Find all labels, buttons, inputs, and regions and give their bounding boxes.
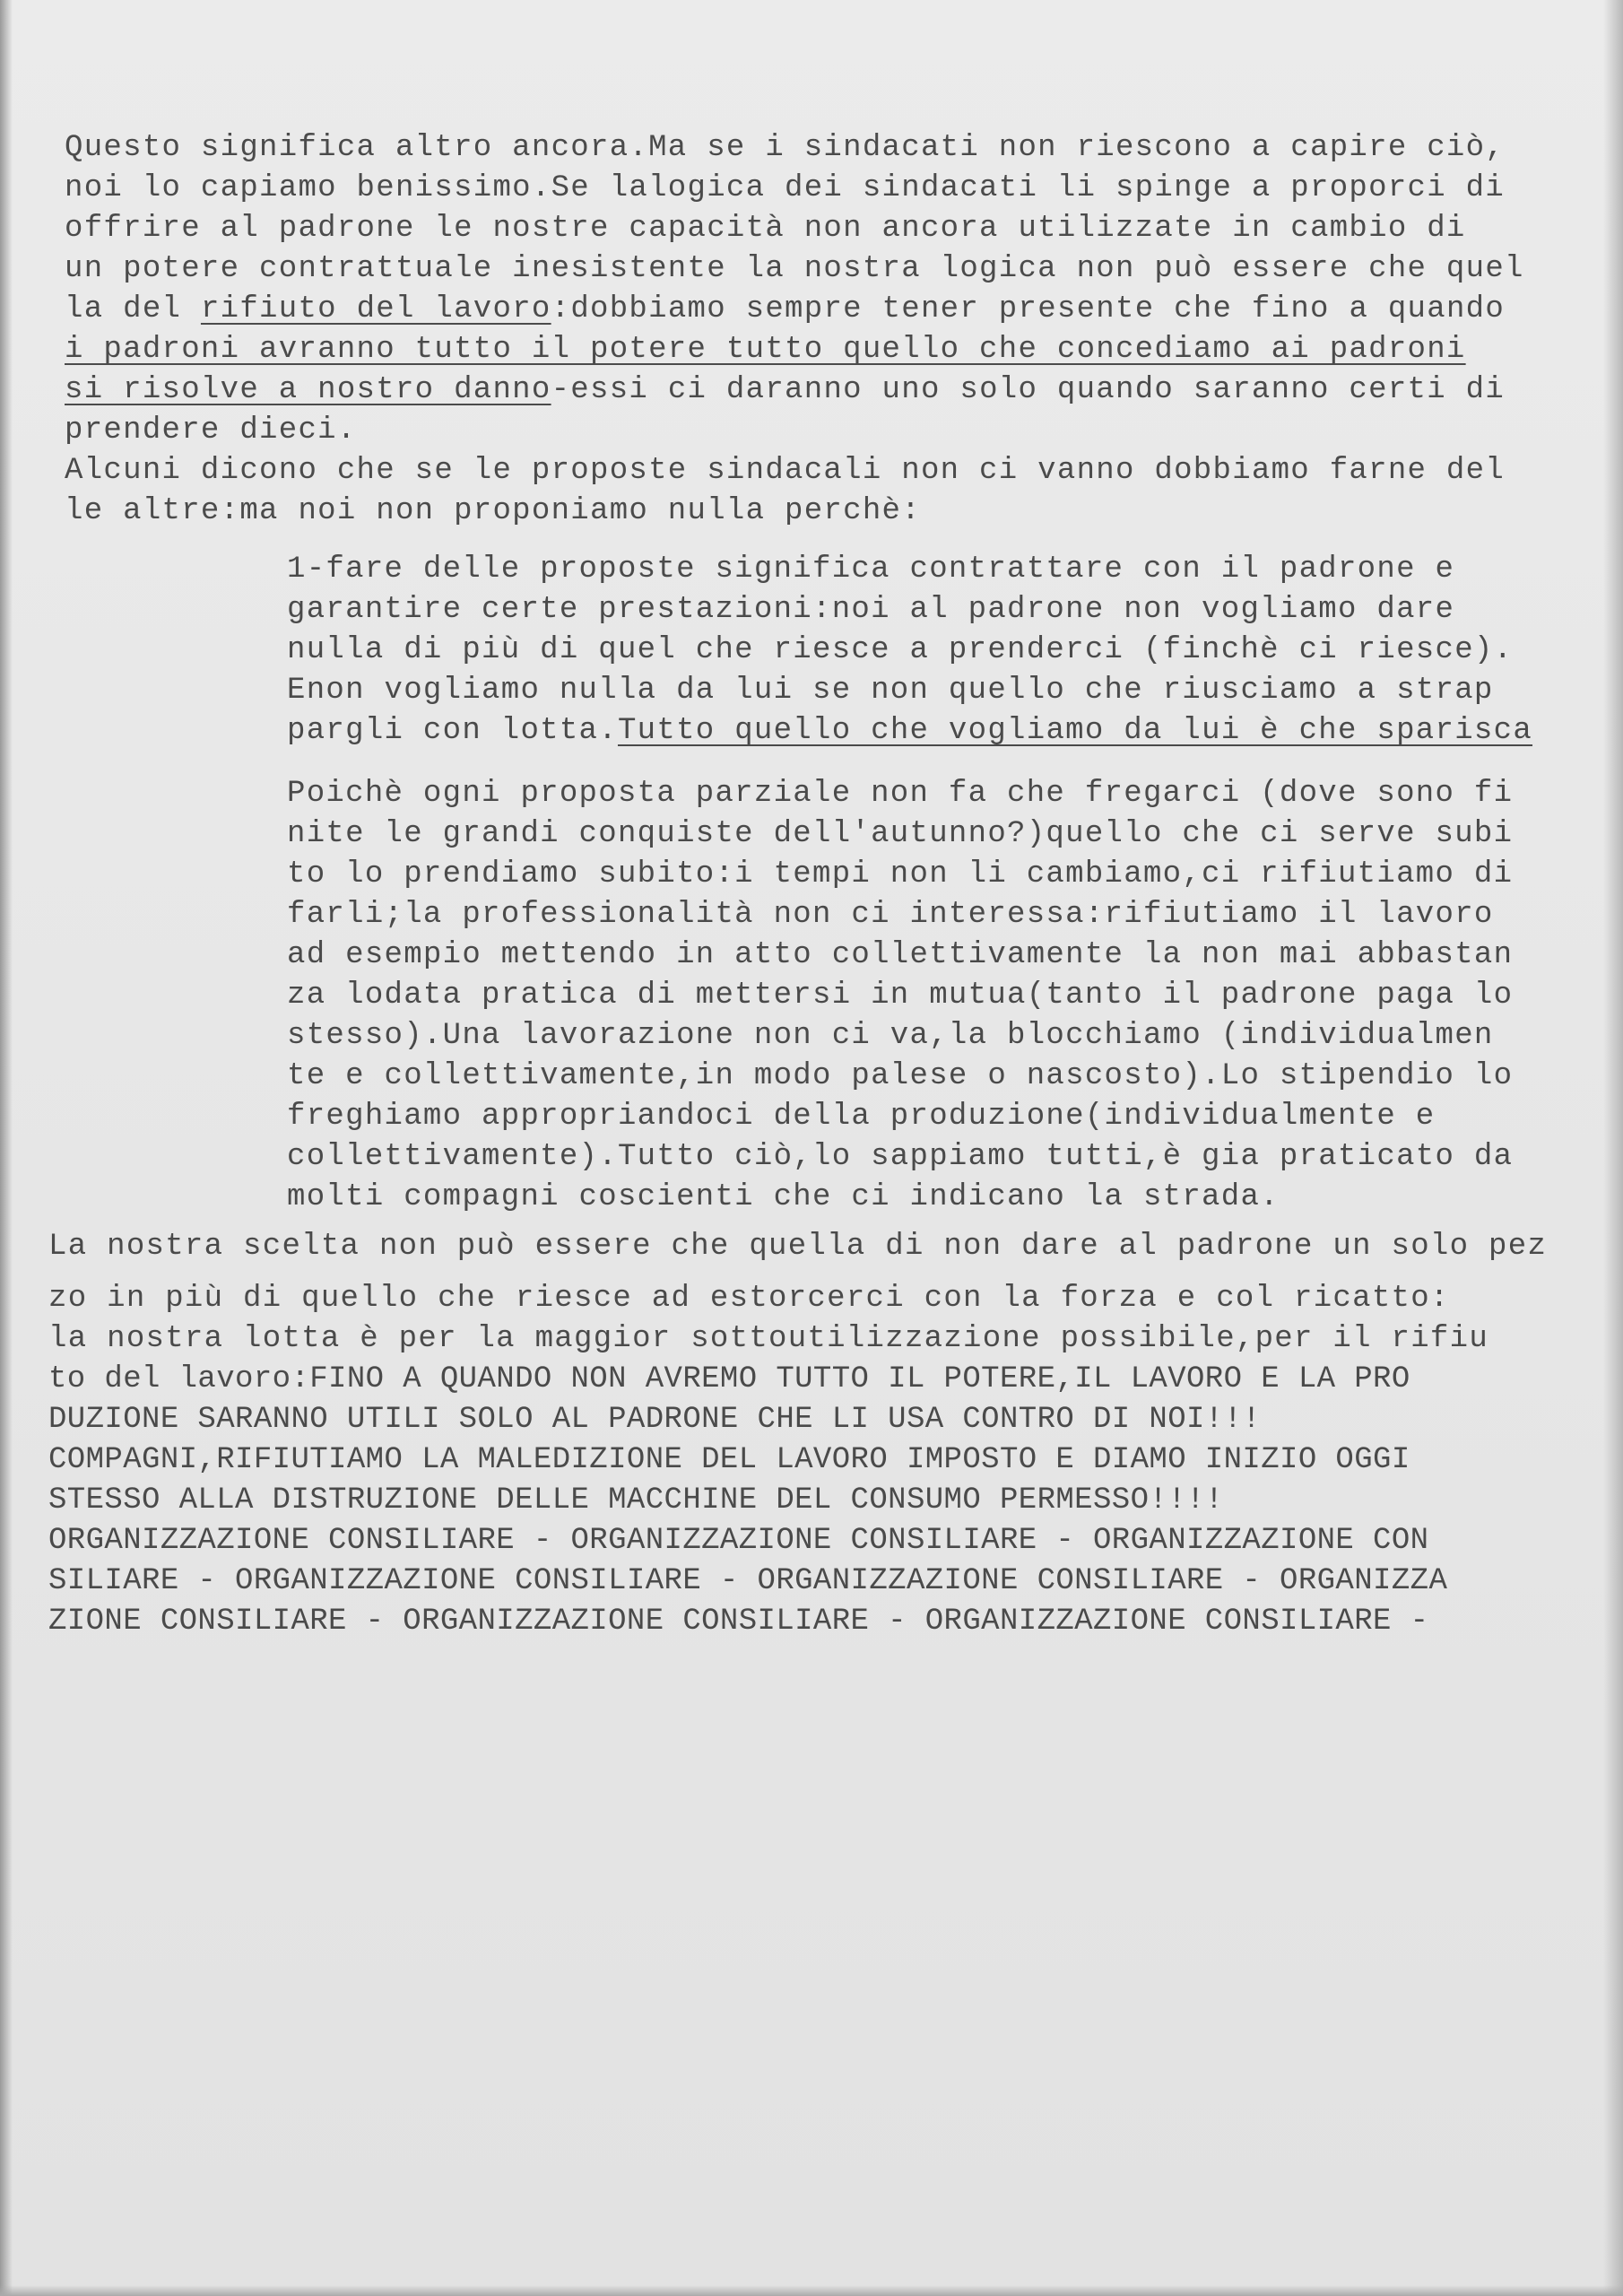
text-run: -essi ci daranno uno solo quando saranno certi di <box>551 373 1506 407</box>
text-line: un potere contrattuale inesistente la nostra logica non può essere che quel <box>65 252 1524 286</box>
text-line: Poichè ogni proposta parziale non fa che fregarci (dove sono fi <box>287 777 1514 811</box>
text-line: stesso).Una lavorazione non ci va,la blocchiamo (individualmen <box>287 1019 1494 1053</box>
text-line: nite le grandi conquiste dell'autunno?)quello che ci serve subi <box>287 817 1514 851</box>
text-line: ORGANIZZAZIONE CONSILIARE - ORGANIZZAZIONE CONSILIARE - ORGANIZZAZIONE CON <box>48 1524 1429 1558</box>
text-run: la del <box>65 292 201 326</box>
text-line: le altre:ma noi non proponiamo nulla perchè: <box>65 494 921 528</box>
text-line: 1-fare delle proposte significa contrattare con il padrone e <box>287 552 1455 587</box>
text-line: molti compagni coscienti che ci indicano la strada. <box>287 1180 1280 1214</box>
text-line: Enon vogliamo nulla da lui se non quello che riusciamo a strap <box>287 674 1494 708</box>
text-line <box>65 291 1505 327</box>
text-line: to del lavoro:FINO A QUANDO NON AVREMO TUTTO IL POTERE,IL LAVORO E LA PRO <box>48 1362 1410 1396</box>
underlined-text: rifiuto del lavoro <box>200 292 551 326</box>
text-line: ZIONE CONSILIARE - ORGANIZZAZIONE CONSILIARE - ORGANIZZAZIONE CONSILIARE - <box>48 1605 1429 1639</box>
text-line: La nostra scelta non può essere che quella di non dare al padrone un solo pez <box>48 1230 1548 1264</box>
text-line: Alcuni dicono che se le proposte sindacali non ci vanno dobbiamo farne del <box>65 454 1506 488</box>
scan-edge-bottom <box>0 2285 1623 2296</box>
text-line: farli;la professionalità non ci interessa:rifiutiamo il lavoro <box>287 898 1494 932</box>
scan-edge-right <box>1603 0 1623 2296</box>
text-run: :dobbiamo sempre tener presente che fino a quando <box>551 292 1506 326</box>
text-line: zo in più di quello che riesce ad estorcerci con la forza e col ricatto: <box>48 1282 1450 1316</box>
text-line: COMPAGNI,RIFIUTIAMO LA MALEDIZIONE DEL LAVORO IMPOSTO E DIAMO INIZIO OGGI <box>48 1443 1410 1477</box>
text-line: collettivamente).Tutto ciò,lo sappiamo tutti,è gia praticato da <box>287 1140 1514 1174</box>
underlined-text: i padroni avranno tutto il potere tutto quello che concediamo ai padroni <box>65 333 1466 367</box>
text-line: offrire al padrone le nostre capacità non ancora utilizzate in cambio di <box>65 212 1466 246</box>
underlined-text: si risolve a nostro danno <box>65 373 551 407</box>
text-line: STESSO ALLA DISTRUZIONE DELLE MACCHINE DEL CONSUMO PERMESSO!!!! <box>48 1483 1224 1518</box>
text-line <box>287 713 1532 749</box>
text-line: za lodata pratica di mettersi in mutua(tanto il padrone paga lo <box>287 978 1514 1013</box>
text-line: prendere dieci. <box>65 413 357 448</box>
text-line: SILIARE - ORGANIZZAZIONE CONSILIARE - ORGANIZZAZIONE CONSILIARE - ORGANIZZA <box>48 1564 1448 1598</box>
text-line: Questo significa altro ancora.Ma se i sindacati non riescono a capire ciò, <box>65 131 1506 165</box>
text-line: to lo prendiamo subito:i tempi non li cambiamo,ci rifiutiamo di <box>287 857 1514 891</box>
text-line: DUZIONE SARANNO UTILI SOLO AL PADRONE CHE LI USA CONTRO DI NOI!!! <box>48 1403 1262 1437</box>
text-line <box>65 372 1505 408</box>
text-line: la nostra lotta è per la maggior sottoutilizzazione possibile,per il rifiu <box>48 1322 1489 1356</box>
text-line: garantire certe prestazioni:noi al padrone non vogliamo dare <box>287 593 1455 627</box>
text-line <box>65 332 1466 368</box>
text-run: pargli con lotta. <box>287 714 618 748</box>
text-line: te e collettivamente,in modo palese o nascosto).Lo stipendio lo <box>287 1059 1514 1093</box>
text-line: nulla di più di quel che riesce a prenderci (finchè ci riesce). <box>287 633 1514 667</box>
text-line: noi lo capiamo benissimo.Se lalogica dei sindacati li spinge a proporci di <box>65 171 1506 205</box>
scan-edge-left <box>0 0 13 2296</box>
text-line: freghiamo appropriandoci della produzione(individualmente e <box>287 1100 1436 1134</box>
text-line: ad esempio mettendo in atto collettivamente la non mai abbastan <box>287 938 1514 972</box>
underlined-text: Tutto quello che vogliamo da lui è che sparisca <box>617 714 1533 748</box>
